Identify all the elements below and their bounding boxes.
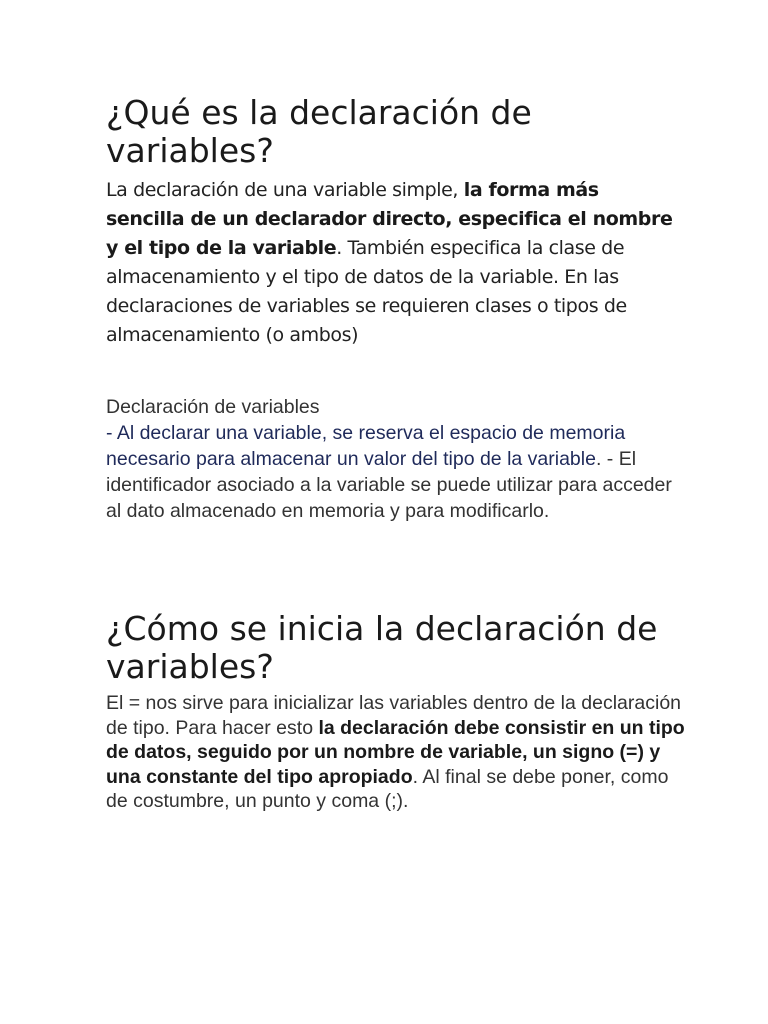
definition-text: . - El identificador asociado a la variable se puede utilizar para acceder al dato almacenado en memoria y para modificarlo. bbox=[106, 448, 672, 522]
paragraph-text: El = nos sirve para inicializar las variables dentro de la declaración de tipo. Para hacer esto bbox=[106, 692, 682, 739]
section-title-declaracion: ¿Qué es la declaración de variables? bbox=[106, 93, 532, 170]
definition-highlight-text: - Al declarar una variable, se reserva el espacio de memoria necesario para almacenar un valor del tipo de la variable bbox=[106, 422, 626, 470]
paragraph-text: La declaración de una variable simple, bbox=[106, 179, 464, 201]
definition-paragraph bbox=[106, 420, 686, 524]
paragraph-bold-text: la forma más sencilla de un declarador directo, especifica el nombre y el tipo de la variable bbox=[106, 179, 673, 259]
paragraph-bold-text: la declaración debe consistir en un tipo de datos, seguido por un nombre de variable, un signo (=) y una constante del tipo apropiado bbox=[106, 716, 685, 788]
section-paragraph-inicializacion bbox=[106, 691, 686, 814]
section-paragraph-declaracion bbox=[106, 176, 676, 350]
section-title-inicializacion: ¿Cómo se inicia la declaración de variables? bbox=[106, 609, 658, 686]
definition-heading: Declaración de variables bbox=[106, 396, 320, 418]
definition-block bbox=[106, 394, 686, 524]
paragraph-text: . También especifica la clase de almacenamiento y el tipo de datos de la variable. En las declaraciones de variables se requieren clases o tipos de almacenamiento (o ambos) bbox=[106, 237, 627, 346]
paragraph-text: . Al final se debe poner, como de costumbre, un punto y coma (;). bbox=[106, 765, 669, 812]
